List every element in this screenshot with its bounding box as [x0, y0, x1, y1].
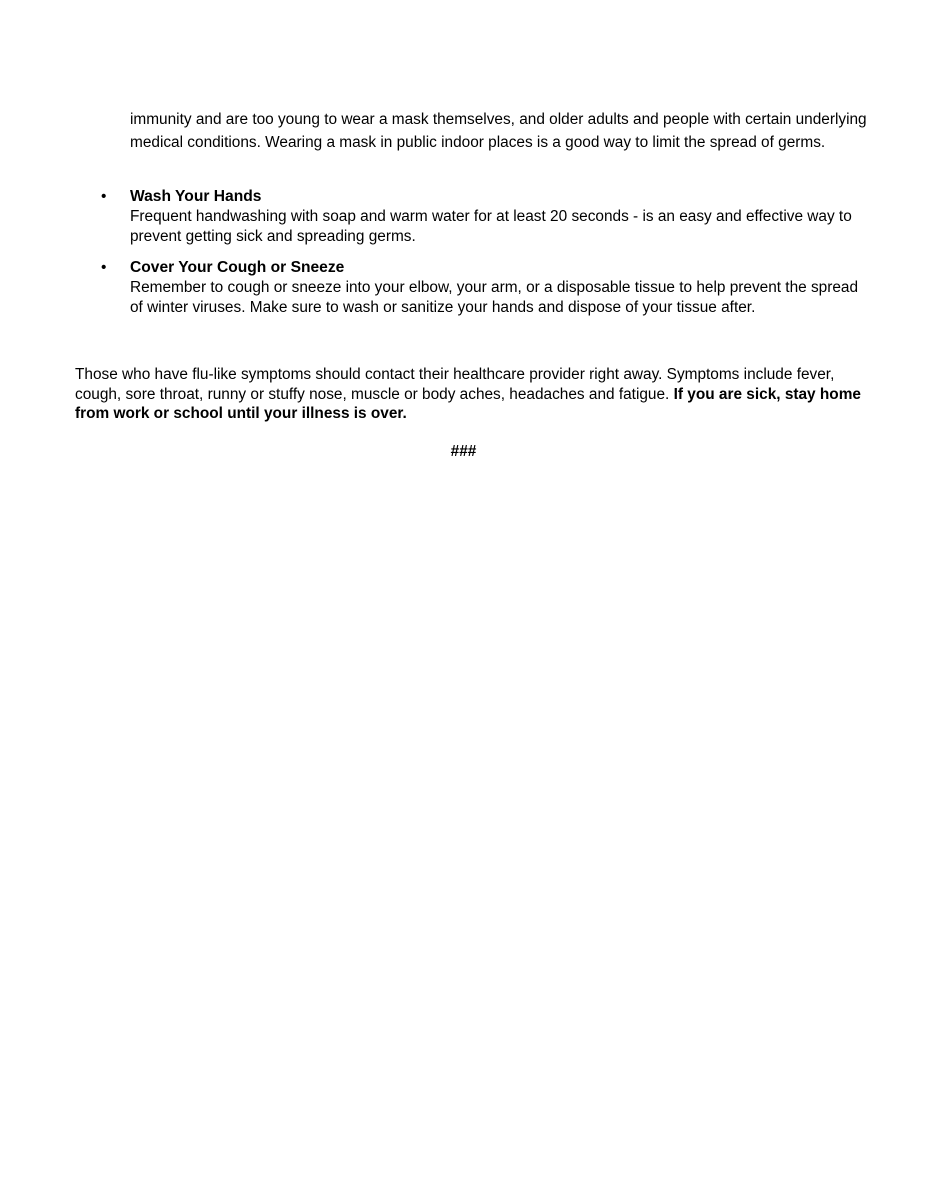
bullet-title: Cover Your Cough or Sneeze: [130, 259, 345, 276]
closing-bold-text: If you are sick, stay home from work or school until your illness is over.: [75, 385, 861, 422]
bullet-icon: •: [101, 259, 107, 276]
tips-list: [0, 187, 927, 329]
closing-text: Those who have flu-like symptoms should contact their healthcare provider right away. Symptoms include fever, cough, sore throat, runny or stuffy nose, muscle or body aches, headaches and fatigue.: [75, 366, 835, 403]
end-mark: ###: [450, 443, 477, 460]
bullet-body: Remember to cough or sneeze into your elbow, your arm, or a disposable tissue to help prevent the spread of winter viruses. Make sure to wash or sanitize your hands and dispose of your tissue after.: [130, 279, 859, 316]
bullet-title: Wash Your Hands: [130, 188, 262, 205]
list-item-cover-cough: [0, 258, 870, 317]
list-item-wash-hands: [0, 187, 870, 246]
bullet-icon: •: [101, 188, 107, 205]
closing-paragraph: [75, 365, 865, 424]
continuation-paragraph: immunity and are too young to wear a mask themselves, and older adults and people with certain underlying medical conditions. Wearing a mask in public indoor places is a good way to limit the spread of germs.: [130, 111, 867, 151]
bullet-body: Frequent handwashing with soap and warm water for at least 20 seconds - is an easy and effective way to prevent getting sick and spreading germs.: [130, 208, 852, 245]
